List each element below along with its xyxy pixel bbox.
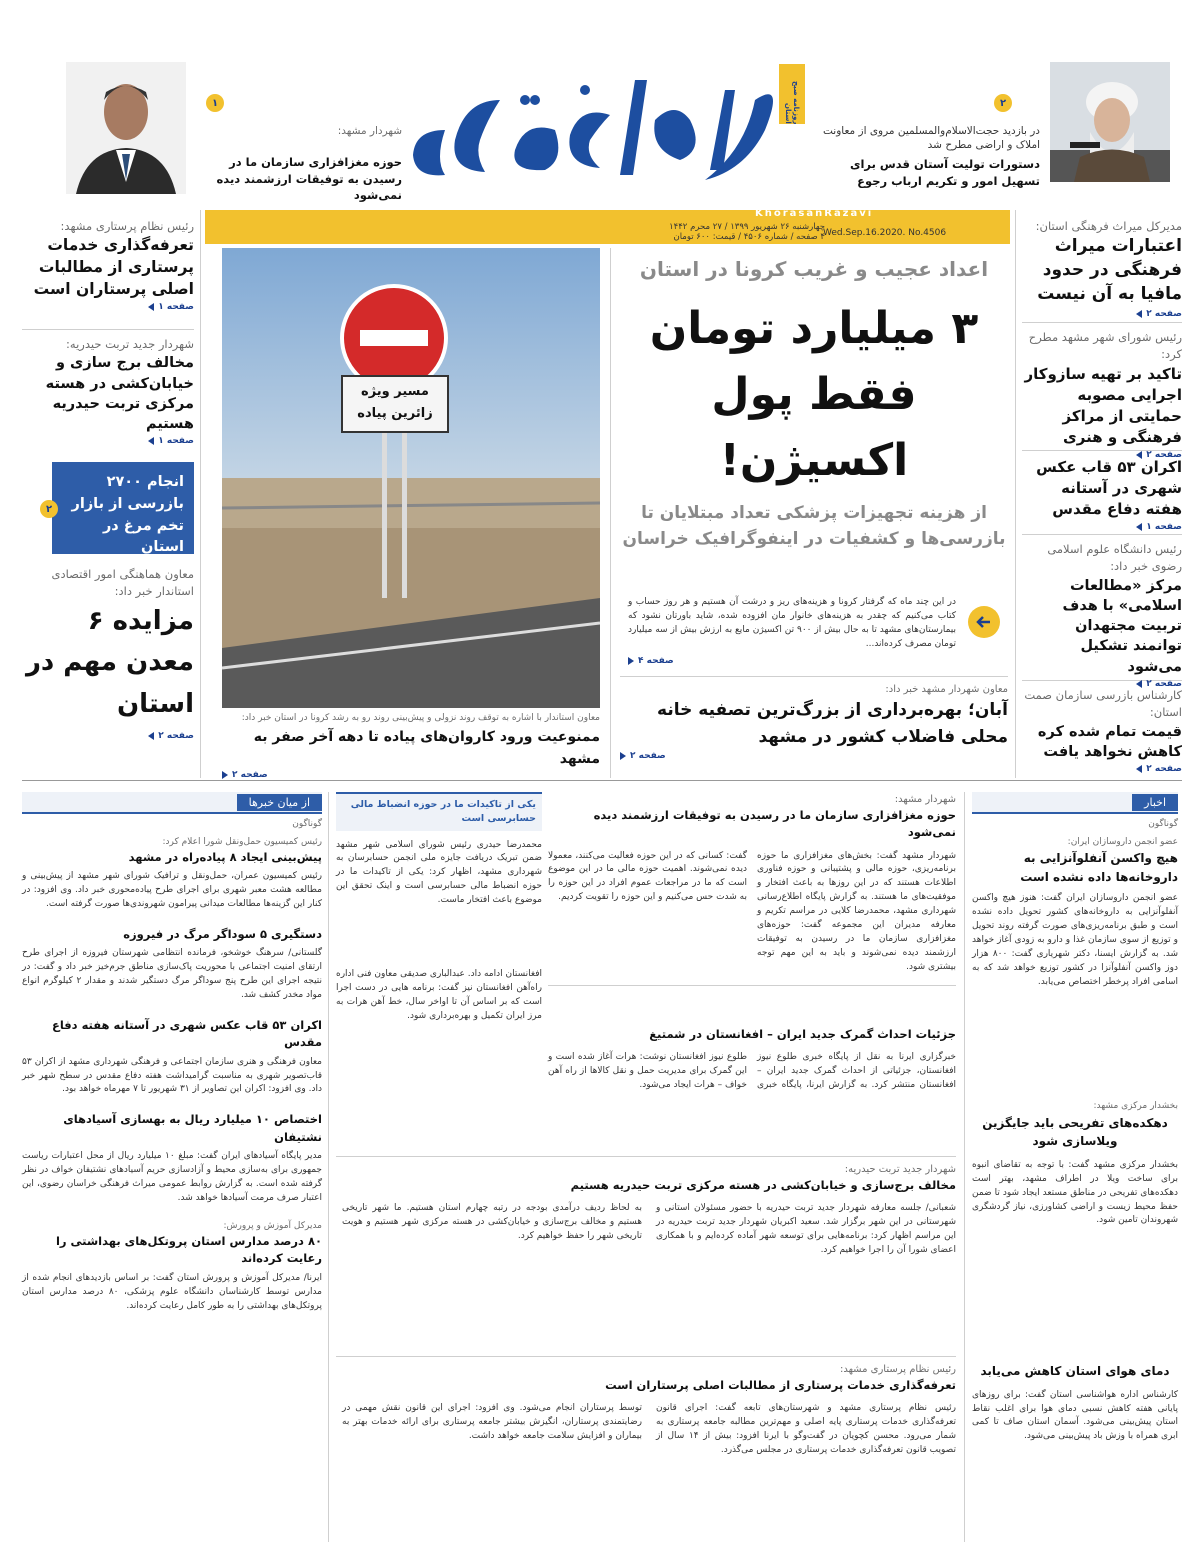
nurse-body-b: توسط پرستاران انجام می‌شود. وی افزود: اجرای این قانون نقش مهمی در رضایتمندی پرستاران، انگیزش بیشتر جامعه پرستاری برای ارائه خدمات بهتر به بیماران و افزایش سلامت جامعه خواهد داشت.	[342, 1403, 642, 1442]
right-story-1-kicker: مدیرکل میراث فرهنگی استان:	[1035, 219, 1182, 233]
sign-text-2: زائرین پیاده	[357, 406, 433, 421]
logo-mark	[405, 60, 795, 200]
right-story-2-kicker: رئیس شورای شهر مشهد مطرح کرد:	[1028, 330, 1182, 362]
miyan-column	[22, 792, 322, 1313]
divider-bottom-right	[964, 792, 965, 1542]
left-column	[22, 218, 194, 456]
ml5-kicker: مدیرکل آموزش و پرورش:	[223, 1220, 322, 1231]
divider-center	[610, 248, 611, 778]
news1-headline[interactable]: هیچ واکسن آنفلوآنزایی به داروخانه‌ها داده نشده است	[1020, 851, 1178, 884]
date-band	[205, 210, 1010, 244]
miyan-header	[22, 792, 322, 814]
mayor-body-b: گفت: کسانی که در این حوزه فعالیت می‌کنند، معمولا دیده نمی‌شوند. اهمیت حوزه مالی ما در این موضوع است که ما در مراجعات عموم افراد در این حوزه را به شدت حس می‌کنیم و این حوزه را تقویت کردیم.	[548, 850, 747, 903]
news3-body: کارشناس اداره هواشناسی استان گفت: برای روزهای پایانی هفته کاهش نسبی دمای هوا برای اغلب نقاط استان پیش‌بینی می‌شود. آسمان استان صاف تا کمی ابری همراه با وزش باد پیش‌بینی می‌شود.	[972, 1389, 1178, 1442]
lead-headline-2: فقط پول	[711, 369, 917, 420]
mid-tab-story[interactable]	[336, 792, 542, 1024]
tbt-headline: مخالف برج‌سازی و خیابان‌کشی در هسته مرکزی تربت حیدریه هستیم	[570, 1178, 956, 1192]
tbt-body-b: به لحاظ ردیف درآمدی بودجه در رتبه چهارم استان هستیم. ما شهر تاریخی هستیم و مخالف برج‌سازی و خیابان‌کشی در هسته مرکزی شهر هستیم و هویت تاریخی شهر را حفظ خواهیم کرد.	[342, 1203, 642, 1242]
photo-story-ref: صفحه ۲	[222, 770, 600, 780]
right-story-2-headline: تاکید بر تهیه سازوکار اجرایی مصوبه حمایتی از مراکز فرهنگی و هنری	[1024, 364, 1182, 446]
teaser-right-headline[interactable]: دستورات تولیت آستان قدس برای تسهیل امور و تکریم ارباب رجوع	[849, 157, 1040, 188]
tbt-story[interactable]	[336, 1162, 956, 1258]
blue-box[interactable]	[52, 462, 194, 554]
nurse-story[interactable]	[336, 1362, 956, 1458]
akhbar-column	[972, 792, 1178, 990]
mid-tab-body: محمدرضا حیدری رئیس شورای اسلامی شهر مشهد ضمن تبریک دریافت جایزه ملی انجمن حسابرسان به شهرداری مشهد، اظهار کرد: یکی از تاکیدات ما در حوزه انضباط مالی حسابرسی است و اینک تحقق این موضوع باعث افتخار ماست.	[336, 839, 542, 906]
left-story-2[interactable]	[22, 336, 194, 450]
news3-block[interactable]	[972, 1362, 1178, 1444]
lead-story[interactable]	[620, 256, 1008, 553]
miyan-tab[interactable]: از میان خبرها	[237, 794, 322, 811]
news2-headline: دهکده‌های تفریحی باید جایگزین ویلاسازی شود	[982, 1115, 1168, 1149]
lead-sub: از هزینه تجهیزات پزشکی تعداد مبتلایان تا بازرسی‌ها و کشفیات در اینفوگرافیک خراسان	[622, 503, 1006, 550]
left-story-1-kicker: رئیس نظام پرستاری مشهد:	[60, 219, 194, 233]
logo-badge	[779, 64, 805, 124]
left-story-2-kicker: شهردار جدید تربت حیدریه:	[66, 337, 194, 351]
news2-body: بخشدار مرکزی مشهد گفت: با توجه به تقاضای انبوه برای ساخت ویلا در اطراف مشهد، بهتر است دهکده‌های تفریحی در مناطق مستعد ایجاد شود تا ضمن حفظ محیط زیست و اراضی کشاورزی، نیاز گردشگری شهروندان تامین شود.	[972, 1159, 1178, 1226]
lead-overline: اعداد عجیب و غریب کرونا در استان	[639, 257, 989, 281]
news2-kicker: بخشدار مرکزی مشهد:	[1093, 1101, 1178, 1111]
ml2-headline: دستگیری ۵ سوداگر مرگ در فیروزه	[123, 927, 322, 942]
mines-story[interactable]	[22, 566, 194, 741]
tbt-divider	[336, 1156, 956, 1157]
photo-story-headline: ممنوعیت ورود کاروان‌های پیاده تا دهه آخر صفر به مشهد	[253, 728, 600, 767]
photo-story-kicker: معاون استاندار با اشاره به توقف روند نزولی و پیش‌بینی روند رو به رشد کرونا در استان خبر داد:	[241, 713, 600, 723]
road-sign-photo	[222, 248, 600, 708]
ml4-headline: اختصاص ۱۰ میلیارد ریال به بهسازی آسیادهای نشتیفان	[63, 1112, 322, 1144]
left-story-1-headline: تعرفه‌گذاری خدمات پرستاری از مطالبات اصلی پرستاران است	[33, 236, 194, 298]
issue-fa: ۴ صفحه / شماره ۴۵۰۶ / قیمت: ۶۰۰ تومان	[673, 232, 825, 242]
right-story-1-headline: اعتبارات میراث فرهنگی در حدود مافیا به آن نیست	[1037, 236, 1182, 304]
mines-ref: صفحه ۲	[22, 731, 194, 741]
aban-headline: آبان؛ بهره‌برداری از بزرگ‌ترین تصفیه خانه محلی فاضلاب کشور در مشهد	[657, 700, 1008, 748]
lead-body-block	[628, 596, 1000, 666]
cleric-portrait	[1050, 62, 1170, 182]
logo[interactable]	[405, 60, 800, 200]
lead-divider	[620, 676, 1008, 677]
teaser-left-headline[interactable]: حوزه مغزافزاری سازمان ما در رسیدن به توفیقات ارزشمند دیده نمی‌شود	[216, 155, 402, 203]
right-story-5-headline: قیمت تمام شده کره کاهش نخواهد یافت	[1037, 723, 1182, 760]
lead-headline-1: ۳ میلیارد تومان	[649, 303, 979, 354]
fold-line	[22, 780, 1182, 781]
ml1-headline: پیش‌بینی ایجاد ۸ پیاده‌راه در مشهد	[128, 850, 322, 864]
sign-text-1: مسیر ویژه	[361, 384, 429, 399]
right-column	[1022, 218, 1182, 783]
ml3-item[interactable]	[22, 1017, 322, 1097]
date-fa: چهارشنبه ۲۶ شهریور ۱۳۹۹ / ۲۷ محرم ۱۴۴۲	[669, 222, 825, 232]
aban-ref: صفحه ۲	[620, 751, 1008, 761]
akhbar-tab[interactable]: اخبار	[1132, 794, 1178, 811]
ml1-item[interactable]	[22, 836, 322, 913]
customs-story[interactable]	[548, 1026, 956, 1093]
news1-body: عضو انجمن داروسازان ایران گفت: هنوز هیچ واکسن آنفلوآنزایی به داروخانه‌های کشور تحویل داده نشده است و طبق برنامه‌ریزی‌های صورت گرفته روند تحویل و توزیع از سوی سازمان غذا و دارو به زودی آغاز خواهد شد. به گزارش ایسنا، دکتر شهریاری گفت: ۸۰۰ هزار دوز واکسن آنفلوآنزا در کشور توزیع خواهد شد که به اسامی افراد پرخطر اختصاص می‌یابد.	[972, 893, 1178, 987]
ml3-body: معاون فرهنگی و هنری سازمان اجتماعی و فرهنگی شهرداری مشهد از اکران ۵۳ قاب‌تصویر شهری به مناسبت گرامیداشت هفته دفاع مقدس در سطح شهر خبر داد. وی افزود: اکران این تصاویر از ۳۱ شهریور تا ۷ مهرماه خواهد بود.	[22, 1056, 322, 1095]
mid-tab-header	[336, 792, 542, 831]
news1-kicker: عضو انجمن داروسازان ایران:	[1067, 836, 1178, 847]
right-story-2-ref: صفحه ۲	[1022, 450, 1182, 460]
date-en: Wed.Sep.16.2020. No.4506	[823, 228, 947, 238]
mayor-story[interactable]	[548, 792, 956, 986]
aban-kicker: معاون شهردار مشهد خبر داد:	[885, 684, 1008, 695]
akhbar-header	[972, 792, 1178, 814]
divider-bottom-left	[328, 792, 329, 1542]
right-story-5-kicker: کارشناس بازرسی سازمان صمت استان:	[1024, 688, 1182, 720]
nurse-body: رئیس نظام پرستاری مشهد و شهرستان‌های تابعه گفت: اجرای قانون تعرفه‌گذاری خدمات پرستاری پایه اصلی و مهم‌ترین مطالبه جامعه پرستاری به شمار می‌رود. محسن کچویان در گفت‌وگو با ایرنا افزود: بیش از ۱۴ سال از تصویب قانون تعرفه‌گذاری خدمات پرستاری در مجلس می‌گذرد.	[656, 1403, 956, 1456]
left-story-1[interactable]	[22, 218, 194, 330]
tbt-kicker: شهردار جدید تربت حیدریه:	[844, 1164, 956, 1175]
right-story-1-ref: صفحه ۲	[1022, 309, 1182, 319]
news2-block[interactable]	[972, 1100, 1178, 1228]
mines-kicker: معاون هماهنگی امور اقتصادی استاندار خبر داد:	[51, 567, 194, 599]
right-story-3[interactable]	[1022, 457, 1182, 535]
right-story-3-headline: اکران ۵۳ قاب عکس شهری در آستانه هفته دفاع مقدس	[1036, 458, 1182, 518]
left-story-1-ref: صفحه ۱	[22, 302, 194, 312]
lead-headline-3: اکسیژن!	[719, 435, 909, 486]
right-story-4-kicker: رئیس دانشگاه علوم اسلامی رضوی خبر داد:	[1047, 542, 1182, 574]
mayor-body: شهردار مشهد گفت: بخش‌های مغزافزاری ما حوزه برنامه‌ریزی، حوزه مالی و پشتیبانی و حوزه فناوری اطلاعات هستند که در این روزها به باعث افتخار و موفقیت‌های ما هستند. به گزارش پایگاه اطلاع‌رسانی شهرداری مشهد، محمدرضا کلایی در مراسم تکریم و معارفه مدیران این مجموعه گفت: حوزه‌های مغزافزاری سازمان ما در رسیدن به توفیقات ارزشمند دیده نمی‌شوند و باید به این مهم توجه بیشتری شود.	[757, 850, 956, 972]
nurse-divider	[336, 1356, 956, 1357]
ml3-headline: اکران ۵۳ قاب عکس شهری در آستانه هفته دفاع مقدس	[51, 1018, 322, 1050]
divider-left	[200, 210, 201, 778]
aban-story[interactable]	[620, 682, 1008, 761]
teaser-right-kicker: در بازدید حجت‌الاسلام‌والمسلمین مروی از معاونت املاک و اراضی مطرح شد	[822, 125, 1040, 152]
mid-tab-body-b: افغانستان ادامه داد. عبدالباری صدیقی معاون فنی اداره راه‌آهن افغانستان نیز گفت: برنامه هایی در دست اجرا است که بر اساس آن تا اواخر سال، خط آهن هرات به مرز ایران تکمیل و بهره‌برداری شود.	[336, 969, 542, 1021]
teaser-left-kicker: شهردار مشهد:	[337, 125, 402, 137]
lead-ref: صفحه ۴	[628, 656, 1000, 666]
nurse-kicker: رئیس نظام پرستاری مشهد:	[839, 1364, 956, 1375]
customs-body: خبرگزاری ایرنا به نقل از پایگاه خبری طلوع نیوز افغانستان، جزئیاتی از احداث گمرک جدید ایران – افغانستان منتشر کرد. به گزارش ایرنا، پایگاه خبری طلوع نیوز افغانستان نوشت: هرات آغاز شده است و این گمرک برای مدیریت حمل و نقل کالاها از راه آهن خواف – هرات ایجاد می‌شود.	[548, 1052, 956, 1091]
tbt-body: شعبانی/ جلسه معارفه شهردار جدید تربت حیدریه با حضور مسئولان استانی و شهرستانی در این شهر برگزار شد. سعید اکبریان شهردار جدید تربت حیدریه در این مراسم اظهار کرد: برنامه‌هایی برای توسعه شهر آماده کرده‌ایم و با همکاری اعضای شورا آن را اجرا خواهیم کرد.	[656, 1203, 956, 1256]
right-story-5-ref: صفحه ۲	[1022, 764, 1182, 774]
ml2-body: گلستانی/ سرهنگ خوشخو، فرمانده انتظامی شهرستان فیروزه از اجرای طرح ارتقای امنیت اجتماعی با محوریت پاک‌سازی مناطق جرم‌خیز خبر داد و گفت: در نتیجه اجرای این طرح پنج سوداگر مرگ دستگیر شدند و مقدار ۲ کیلوگرم انواع مواد مخدر کشف شد.	[22, 948, 323, 1001]
mayor-kicker: شهردار مشهد:	[894, 794, 956, 805]
miyan-sub: گوناگون	[292, 819, 322, 829]
photo-story-text[interactable]	[222, 712, 600, 780]
news3-headline: دمای هوای استان کاهش می‌یابد	[980, 1364, 1170, 1378]
right-story-4-ref: صفحه ۲	[1022, 679, 1182, 689]
right-story-2[interactable]	[1022, 329, 1182, 460]
ml4-body: مدیر پایگاه آسیادهای ایران گفت: مبلغ ۱۰ میلیارد ریال از محل اعتبارات ریاست جمهوری برای به‌سازی محیط و آزادسازی حریم آسیادهای نشتیفان خواف در نظر گرفته شده است. به گزارش روابط عمومی میراث فرهنگی خراسان رضوی، این اعتبار صرف مرمت آسیادها خواهد شد.	[22, 1150, 322, 1203]
logo-latin: KhorasanRazavi	[755, 208, 874, 219]
customs-headline: جزئیات احداث گمرک جدید ایران – افغانستان در شمتیغ	[649, 1027, 956, 1041]
ml5-item[interactable]	[22, 1220, 322, 1314]
akhbar-sub: گوناگون	[1148, 819, 1178, 829]
blue-box-badge: ۲	[40, 500, 58, 518]
nurse-headline: تعرفه‌گذاری خدمات پرستاری از مطالبات اصلی پرستاران است	[605, 1378, 956, 1392]
right-story-4-headline: مرکز «مطالعات اسلامی» با هدف تربیت مجتهدان توانمند تشکیل می‌شود	[1062, 577, 1182, 675]
ml1-body: رئیس کمیسیون عمران، حمل‌ونقل و ترافیک شورای شهر مشهد از پیش‌بینی و مطالعه هشت معبر شهری برای اجرای طرح پیاده‌محوری خبر داد. وی افزود: در کنار این گزینه‌ها مطالعات میدانی پیرامون شهروندی‌ها صورت گرفته است.	[22, 871, 322, 910]
teaser-right-badge: ۲	[994, 94, 1012, 112]
mayor-divider	[548, 985, 956, 986]
ml2-item[interactable]	[22, 926, 322, 1003]
mayor-headline: حوزه مغزافزاری سازمان ما در رسیدن به توفیقات ارزشمند دیده نمی‌شود	[593, 808, 956, 840]
blue-box-headline: انجام ۲۷۰۰ بازرسی از بازار تخم مرغ در استان	[71, 474, 184, 556]
right-story-1[interactable]	[1022, 218, 1182, 323]
left-story-2-ref: صفحه ۱	[22, 436, 194, 446]
right-story-5[interactable]	[1022, 687, 1182, 783]
mines-headline: مزایده ۶ معدن مهم در استان	[25, 605, 194, 719]
right-story-4[interactable]	[1022, 541, 1182, 689]
ml5-body: ایرنا/ مدیرکل آموزش و پرورش استان گفت: بر اساس بازدیدهای انجام شده از مدارس توسط کارشناسان دانشگاه علوم پزشکی، ۸۰ درصد مدارس استان پروتکل‌های بهداشتی را به طور کامل رعایت کرده‌اند.	[22, 1272, 322, 1311]
divider-right	[1015, 210, 1016, 778]
left-story-2-headline: مخالف برج سازی و خیابان‌کشی در هسته مرکزی تربت حیدریه هستیم	[45, 355, 194, 433]
mid-tab-kicker: یکی از تاکیدات ما در حوزه انضباط مالی حسابرسی است	[350, 799, 536, 825]
mayor-portrait	[66, 62, 186, 194]
teaser-left-badge: ۱	[206, 94, 224, 112]
logo-badge-text: روزنامه صبح استان	[784, 80, 800, 124]
lead-body: در این چند ماه که گرفتار کرونا و هزینه‌های ریز و درشت آن هستیم و هر روز حساب و کتاب می‌کنیم که چقدر به هزینه‌های خانوار مان افزوده شده، شاید باورتان نشود که بیمارستان‌های مشهد تا به حال بیش از ۹۰۰ تن اکسیژن مایع به ارزش بیش از سه میلیارد تومان مصرف کرده‌اند...	[628, 597, 956, 649]
ml5-headline: ۸۰ درصد مدارس استان پروتکل‌های بهداشتی را رعایت کرده‌اند	[55, 1234, 322, 1266]
right-story-3-ref: صفحه ۱	[1022, 522, 1182, 532]
ml4-item[interactable]	[22, 1111, 322, 1205]
lead-arrow-icon[interactable]	[968, 606, 1000, 638]
ml1-kicker: رئیس کمیسیون حمل‌ونقل شورا اعلام کرد:	[162, 836, 322, 847]
